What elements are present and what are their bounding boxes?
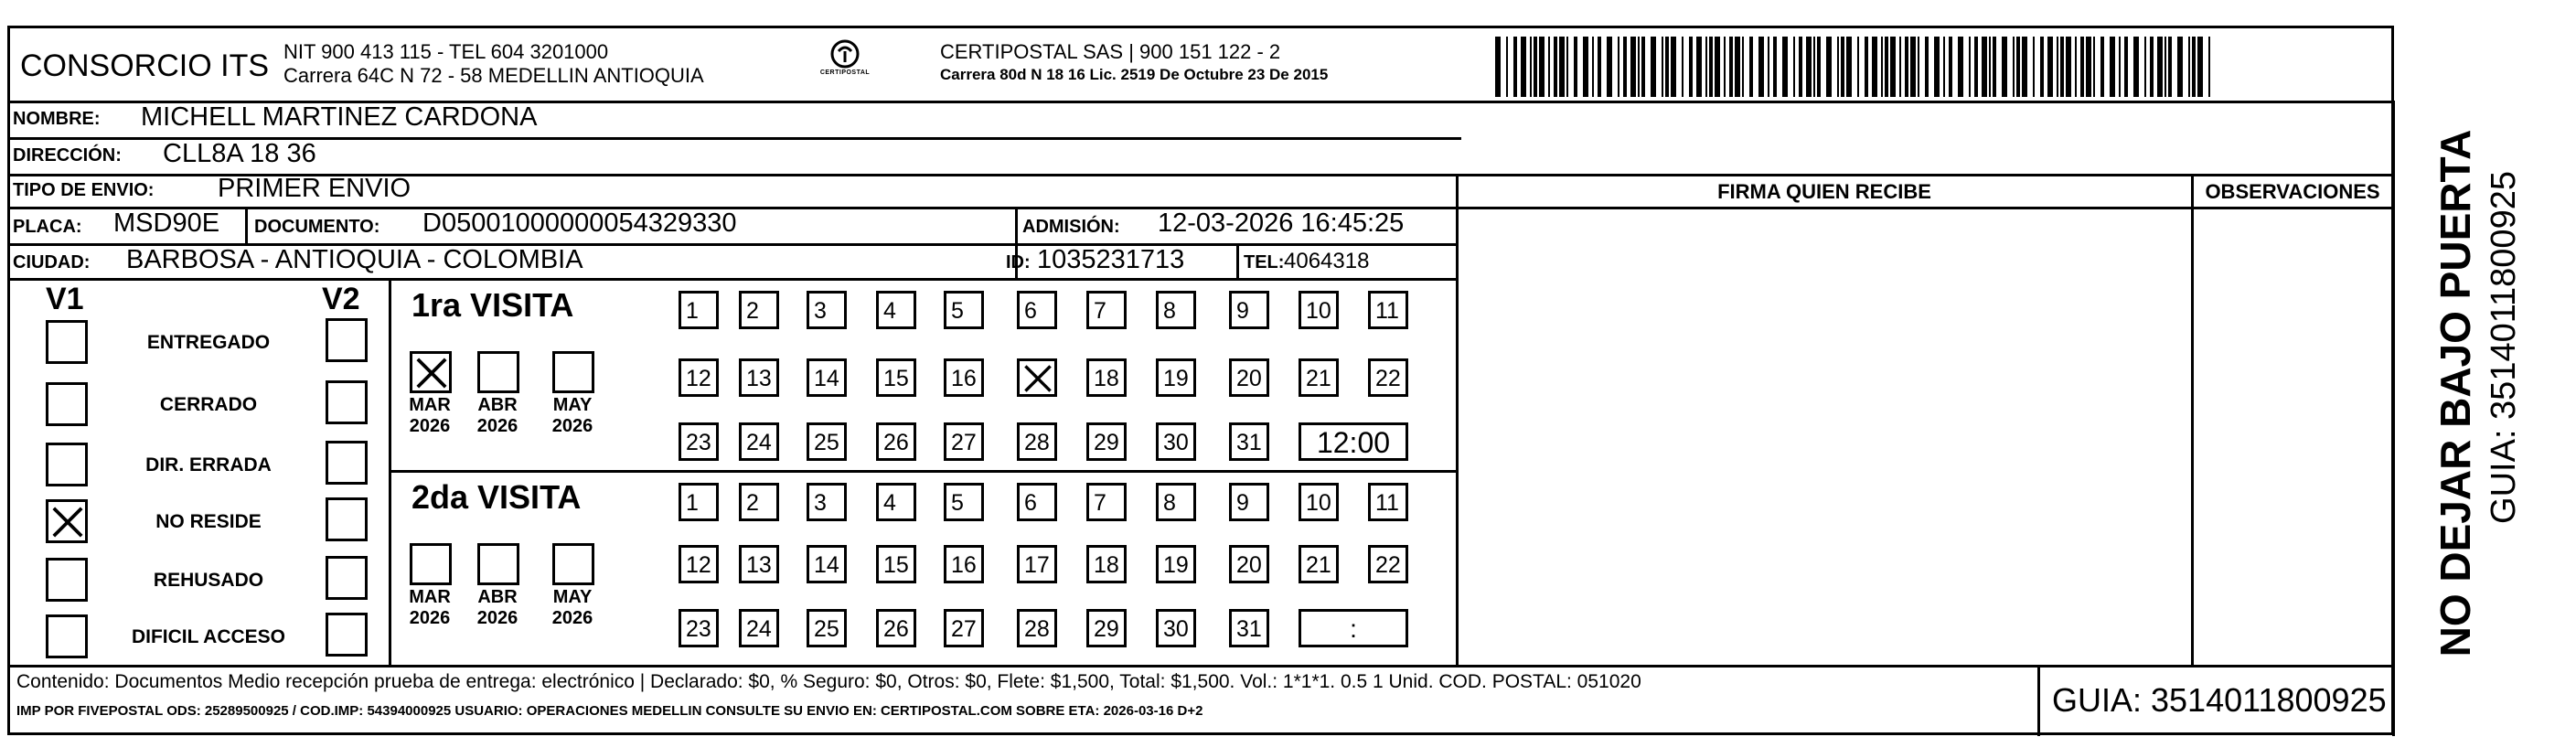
barcode-bar — [1592, 37, 1594, 97]
first-visit-day-box[interactable]: 22 — [1368, 358, 1408, 397]
barcode-bar — [2168, 37, 2172, 97]
second-visit-month-label — [468, 587, 527, 629]
barcode-bar — [1671, 37, 1676, 97]
second-visit-day-box[interactable]: 13 — [739, 545, 779, 583]
barcode-bar — [1641, 37, 1645, 97]
second-visit-day-box[interactable]: 22 — [1368, 545, 1408, 583]
barcode-bar — [1665, 37, 1669, 97]
courier-line2: Carrera 80d N 18 16 Lic. 2519 De Octubre 23 De 2015 — [940, 66, 1329, 83]
barcode-bar — [1539, 37, 1545, 97]
second-visit-day-box[interactable]: 11 — [1368, 483, 1408, 521]
first-visit-time-box[interactable]: 12:00 — [1299, 422, 1408, 461]
first-visit-day-box[interactable]: 13 — [739, 358, 779, 397]
first-visit-day-box[interactable]: 27 — [944, 422, 984, 461]
barcode-bar — [1857, 37, 1859, 97]
second-visit-day-box[interactable]: 18 — [1086, 545, 1127, 583]
barcode-bar — [1974, 37, 1978, 97]
first-visit-month-checkbox[interactable] — [477, 351, 519, 393]
footer-guia: GUIA: 3514011800925 — [2052, 681, 2387, 719]
month-name: ABR — [477, 587, 518, 607]
tipo-value: PRIMER ENVIO — [218, 174, 412, 203]
second-visit-day-box[interactable]: 17 — [1017, 545, 1057, 583]
barcode-bar — [1566, 37, 1568, 97]
barcode-bar — [1799, 37, 1802, 97]
second-visit-month-checkbox[interactable] — [477, 543, 519, 585]
second-visit-day-box[interactable]: 30 — [1156, 609, 1196, 647]
first-visit-day-box[interactable]: 14 — [807, 358, 847, 397]
status-label: REHUSADO — [153, 570, 264, 591]
barcode-bar — [1758, 37, 1764, 97]
barcode-bar — [2016, 37, 2020, 97]
tipo-label: TIPO DE ENVIO: — [13, 180, 155, 200]
barcode-bar — [1583, 37, 1588, 97]
barcode-bar — [1881, 37, 1883, 97]
barcode-bar — [1910, 37, 1916, 97]
nombre-value: MICHELL MARTINEZ CARDONA — [141, 102, 538, 132]
second-visit-day-box[interactable]: 27 — [944, 609, 984, 647]
second-visit-day-box[interactable]: 24 — [739, 609, 779, 647]
status-label: ENTREGADO — [146, 332, 271, 353]
second-visit-month-checkbox[interactable] — [410, 543, 452, 585]
v1-checkbox[interactable] — [46, 558, 88, 602]
second-visit-month-checkbox[interactable] — [552, 543, 594, 585]
first-visit-day-box[interactable]: 10 — [1299, 291, 1339, 329]
barcode-bar — [1521, 37, 1526, 97]
barcode-bar — [1899, 37, 1901, 97]
barcode-bar — [2080, 37, 2084, 97]
second-visit-day-box[interactable]: 16 — [944, 545, 984, 583]
direccion-value: CLL8A 18 36 — [163, 139, 316, 168]
x-mark-icon — [50, 504, 85, 540]
first-visit-day-box[interactable]: 11 — [1368, 291, 1408, 329]
month-year: 2026 — [551, 608, 593, 628]
v2-checkbox[interactable] — [326, 380, 368, 424]
second-visit-day-box[interactable]: 4 — [876, 483, 916, 521]
placa-value: MSD90E — [113, 208, 220, 238]
id-value: 1035231713 — [1037, 245, 1185, 274]
second-visit-day-box[interactable]: 1 — [679, 483, 719, 521]
col-line — [1236, 243, 1239, 278]
barcode-bar — [2075, 37, 2077, 97]
barcode-bar — [2110, 37, 2115, 97]
barcode-bar — [1742, 37, 1744, 97]
first-visit-day-box[interactable]: 16 — [944, 358, 984, 397]
documento-label: DOCUMENTO: — [254, 217, 380, 237]
second-visit-day-box[interactable]: 3 — [807, 483, 847, 521]
month-year: 2026 — [551, 416, 593, 436]
second-visit-day-box[interactable]: 10 — [1299, 483, 1339, 521]
barcode-bar — [1865, 37, 1868, 97]
col-line — [1456, 174, 1459, 665]
admision-value: 12-03-2026 16:45:25 — [1158, 208, 1405, 238]
second-visit-day-box[interactable]: 8 — [1156, 483, 1196, 521]
v2-checkbox[interactable] — [326, 613, 368, 657]
barcode-bar — [1705, 37, 1707, 97]
tel-label: TEL: — [1244, 252, 1285, 272]
v1-header: V1 — [46, 282, 84, 316]
first-visit-title: 1ra VISITA — [412, 286, 574, 324]
x-mark-icon — [414, 356, 449, 390]
barcode-bar — [1905, 37, 1908, 97]
barcode-bar — [1773, 37, 1777, 97]
first-visit-day-box[interactable]: 30 — [1156, 422, 1196, 461]
barcode-bar — [1495, 37, 1501, 97]
first-visit-day-box[interactable]: 2 — [739, 291, 779, 329]
month-name: MAY — [552, 587, 593, 607]
month-year: 2026 — [476, 608, 518, 628]
tel-value: 4064318 — [1284, 249, 1370, 273]
first-visit-day-box[interactable]: 3 — [807, 291, 847, 329]
second-visit-day-box[interactable]: 6 — [1017, 483, 1057, 521]
barcode-bar — [1630, 37, 1636, 97]
firma-header: FIRMA QUIEN RECIBE — [1717, 180, 1931, 203]
month-name: ABR — [477, 395, 518, 415]
barcode-bar — [2164, 37, 2166, 97]
barcode-bar — [1782, 37, 1788, 97]
barcode-bar — [2177, 37, 2183, 97]
row-line — [7, 278, 1457, 281]
barcode-bar — [2119, 37, 2121, 97]
certipostal-logo-icon — [829, 38, 860, 69]
barcode-bar — [2022, 37, 2027, 97]
second-visit-day-box[interactable]: 2 — [739, 483, 779, 521]
barcode-bar — [1513, 37, 1517, 97]
barcode-bar — [1837, 37, 1839, 97]
barcode-bar — [1958, 37, 1963, 97]
barcode-icon — [1495, 37, 2218, 97]
first-visit-day-box[interactable]: 20 — [1229, 358, 1269, 397]
barcode-bar — [1534, 37, 1537, 97]
first-visit-day-box[interactable]: 1 — [679, 291, 719, 329]
barcode-bar — [1949, 37, 1952, 97]
barcode-bar — [1598, 37, 1601, 97]
company-address: Carrera 64C N 72 - 58 MEDELLIN ANTIOQUIA — [283, 64, 704, 87]
barcode-bar — [1885, 37, 1888, 97]
id-label: ID: — [1006, 252, 1031, 272]
barcode-bar — [2040, 37, 2044, 97]
barcode-bar — [1943, 37, 1945, 97]
barcode-bar — [2033, 37, 2035, 97]
barcode-bar — [2086, 37, 2091, 97]
certipostal-logo — [812, 38, 878, 90]
barcode-bar — [2047, 37, 2053, 97]
barcode-bar — [1872, 37, 1877, 97]
barcode-bar — [1709, 37, 1713, 97]
first-visit-day-box[interactable]: 9 — [1229, 291, 1269, 329]
first-visit-day-box[interactable]: 21 — [1299, 358, 1339, 397]
barcode-bar — [1993, 37, 1996, 97]
first-visit-day-box[interactable]: 28 — [1017, 422, 1057, 461]
v2-checkbox[interactable] — [326, 556, 368, 600]
month-name: MAY — [552, 395, 593, 415]
first-visit-day-box[interactable]: 8 — [1156, 291, 1196, 329]
first-visit-day-box[interactable]: 31 — [1229, 422, 1269, 461]
certipostal-logo-text: CERTIPOSTAL — [819, 69, 871, 76]
barcode-bar — [1817, 37, 1821, 97]
barcode-bar — [1548, 37, 1550, 97]
barcode-bar — [2066, 37, 2071, 97]
v1-checkbox[interactable] — [46, 382, 88, 426]
second-visit-day-box[interactable]: 9 — [1229, 483, 1269, 521]
second-visit-day-box[interactable]: 28 — [1017, 609, 1057, 647]
barcode-bar — [1989, 37, 1991, 97]
barcode-bar — [1696, 37, 1702, 97]
barcode-bar — [1813, 37, 1815, 97]
barcode-bar — [2060, 37, 2064, 97]
first-visit-day-box[interactable]: 7 — [1086, 291, 1127, 329]
month-year: 2026 — [476, 416, 518, 436]
barcode-bar — [2124, 37, 2128, 97]
v2-checkbox[interactable] — [326, 441, 368, 485]
barcode-bar — [1724, 37, 1726, 97]
second-visit-day-box[interactable]: 5 — [944, 483, 984, 521]
v1-checkbox[interactable] — [46, 499, 88, 543]
col-line — [2392, 101, 2395, 736]
x-mark-icon — [1021, 363, 1054, 394]
first-visit-day-box[interactable]: 23 — [679, 422, 719, 461]
second-visit-day-box[interactable]: 23 — [679, 609, 719, 647]
barcode-bar — [2100, 37, 2104, 97]
barcode-bar — [1890, 37, 1896, 97]
barcode-bar — [1638, 37, 1640, 97]
first-visit-day-box[interactable]: 26 — [876, 422, 916, 461]
col-line — [2037, 665, 2040, 736]
first-visit-day-box[interactable]: 25 — [807, 422, 847, 461]
first-visit-day-box[interactable]: 12 — [679, 358, 719, 397]
barcode-bar — [1918, 37, 1919, 97]
barcode-bar — [1826, 37, 1832, 97]
barcode-bar — [2157, 37, 2163, 97]
barcode-bar — [2188, 37, 2190, 97]
second-visit-day-box[interactable]: 15 — [876, 545, 916, 583]
barcode-bar — [1749, 37, 1753, 97]
v2-header: V2 — [322, 282, 360, 316]
second-visit-day-box[interactable]: 25 — [807, 609, 847, 647]
barcode-bar — [1530, 37, 1532, 97]
barcode-bar — [1662, 37, 1663, 97]
second-visit-day-box[interactable]: 26 — [876, 609, 916, 647]
barcode-bar — [2144, 37, 2146, 97]
first-visit-month-checkbox[interactable] — [410, 351, 452, 393]
barcode-bar — [1618, 37, 1619, 97]
first-visit-day-box[interactable]: 19 — [1156, 358, 1196, 397]
col-line — [2191, 174, 2194, 665]
courier-line1: CERTIPOSTAL SAS | 900 151 122 - 2 — [940, 40, 1281, 63]
v1-checkbox[interactable] — [46, 614, 88, 658]
barcode-bar — [2133, 37, 2139, 97]
v1-checkbox[interactable] — [46, 320, 88, 364]
second-visit-time-box[interactable]: : — [1299, 609, 1408, 647]
first-visit-day-box[interactable]: 29 — [1086, 422, 1127, 461]
barcode-bar — [1559, 37, 1565, 97]
barcode-bar — [1934, 37, 1940, 97]
barcode-bar — [1554, 37, 1557, 97]
ciudad-value: BARBOSA - ANTIOQUIA - COLOMBIA — [126, 245, 583, 274]
v2-checkbox[interactable] — [326, 318, 368, 362]
col-line — [389, 278, 391, 665]
status-label: CERRADO — [159, 394, 258, 415]
barcode-bar — [2192, 37, 2196, 97]
second-visit-day-box[interactable]: 14 — [807, 545, 847, 583]
v1-checkbox[interactable] — [46, 443, 88, 486]
second-visit-month-label — [401, 587, 459, 629]
side-warning: NO DEJAR BAJO PUERTA — [2432, 129, 2479, 657]
status-label: DIFICIL ACCESO — [131, 626, 285, 647]
barcode-bar — [1841, 37, 1844, 97]
barcode-bar — [1623, 37, 1627, 97]
second-visit-title: 2da VISITA — [412, 478, 582, 516]
footer-contenido: Contenido: Documentos Medio recepción prueba de entrega: electrónico | Declarado: $0, % Seguro: $0, Otros: $0, Flete: $1,500, Total: $1,500. Vol.: 1*1*1. 0.5 1 Unid. COD. POSTAL: 051020 — [16, 671, 1641, 692]
status-label: DIR. ERRADA — [145, 454, 272, 475]
observaciones-header: OBSERVACIONES — [2205, 180, 2380, 203]
month-year: 2026 — [409, 608, 451, 628]
first-visit-day-box[interactable]: 15 — [876, 358, 916, 397]
admision-label: ADMISIÓN: — [1022, 217, 1120, 237]
first-visit-month-checkbox[interactable] — [552, 351, 594, 393]
barcode-bar — [1735, 37, 1740, 97]
barcode-bar — [2208, 37, 2210, 97]
first-visit-month-label — [468, 395, 527, 437]
first-visit-month-label — [401, 395, 459, 437]
col-line — [245, 207, 248, 243]
barcode-bar — [2150, 37, 2154, 97]
barcode-bar — [1969, 37, 1971, 97]
barcode-bar — [1574, 37, 1577, 97]
placa-label: PLACA: — [13, 217, 82, 237]
second-visit-day-box[interactable]: 29 — [1086, 609, 1127, 647]
month-year: 2026 — [409, 416, 451, 436]
ciudad-label: CIUDAD: — [13, 252, 91, 272]
documento-value: D05001000000054329330 — [422, 208, 737, 238]
barcode-bar — [1607, 37, 1612, 97]
first-visit-day-box[interactable]: 5 — [944, 291, 984, 329]
barcode-bar — [1682, 37, 1683, 97]
second-visit-day-box[interactable]: 21 — [1299, 545, 1339, 583]
barcode-bar — [1806, 37, 1812, 97]
second-visit-day-box[interactable]: 7 — [1086, 483, 1127, 521]
first-visit-day-box[interactable]: 18 — [1086, 358, 1127, 397]
second-visit-day-box[interactable]: 20 — [1229, 545, 1269, 583]
second-visit-month-label — [543, 587, 602, 629]
footer-imp: IMP POR FIVEPOSTAL ODS: 25289500925 / COD.IMP: 54394000925 USUARIO: OPERACIONES MEDELLIN CONSULTE SU ENVIO EN: CERTIPOSTAL.COM SOBRE ETA: 2026-03-16 D+2 — [16, 703, 1203, 719]
first-visit-day-box[interactable]: 4 — [876, 291, 916, 329]
barcode-bar — [2057, 37, 2058, 97]
barcode-bar — [1715, 37, 1720, 97]
barcode-bar — [2002, 37, 2007, 97]
barcode-bar — [1651, 37, 1656, 97]
second-visit-day-box[interactable]: 19 — [1156, 545, 1196, 583]
barcode-bar — [2093, 37, 2095, 97]
month-name: MAR — [409, 587, 451, 607]
barcode-bar — [1768, 37, 1769, 97]
barcode-bar — [1729, 37, 1733, 97]
barcode-bar — [1925, 37, 1929, 97]
first-visit-day-box[interactable]: 24 — [739, 422, 779, 461]
barcode-bar — [1506, 37, 1508, 97]
barcode-bar — [2197, 37, 2203, 97]
barcode-bar — [1982, 37, 1987, 97]
barcode-bar — [1846, 37, 1852, 97]
status-label: NO RESIDE — [155, 511, 262, 532]
side-guia: GUIA: 3514011800925 — [2485, 171, 2523, 524]
v2-checkbox[interactable] — [326, 497, 368, 541]
nombre-label: NOMBRE: — [13, 109, 101, 129]
barcode-bar — [1793, 37, 1795, 97]
second-visit-day-box[interactable]: 12 — [679, 545, 719, 583]
barcode-bar — [1689, 37, 1693, 97]
company-nit: NIT 900 413 115 - TEL 604 3201000 — [283, 40, 609, 63]
company-name: CONSORCIO ITS — [20, 48, 270, 83]
first-visit-day-box[interactable]: 6 — [1017, 291, 1057, 329]
second-visit-day-box[interactable]: 31 — [1229, 609, 1269, 647]
row-line — [389, 470, 1457, 473]
barcode-bar — [2013, 37, 2015, 97]
footer-line — [7, 665, 2394, 668]
first-visit-month-label — [543, 395, 602, 437]
direccion-label: DIRECCIÓN: — [13, 145, 122, 166]
first-visit-day-box-marked[interactable] — [1017, 358, 1057, 397]
month-name: MAR — [409, 395, 451, 415]
